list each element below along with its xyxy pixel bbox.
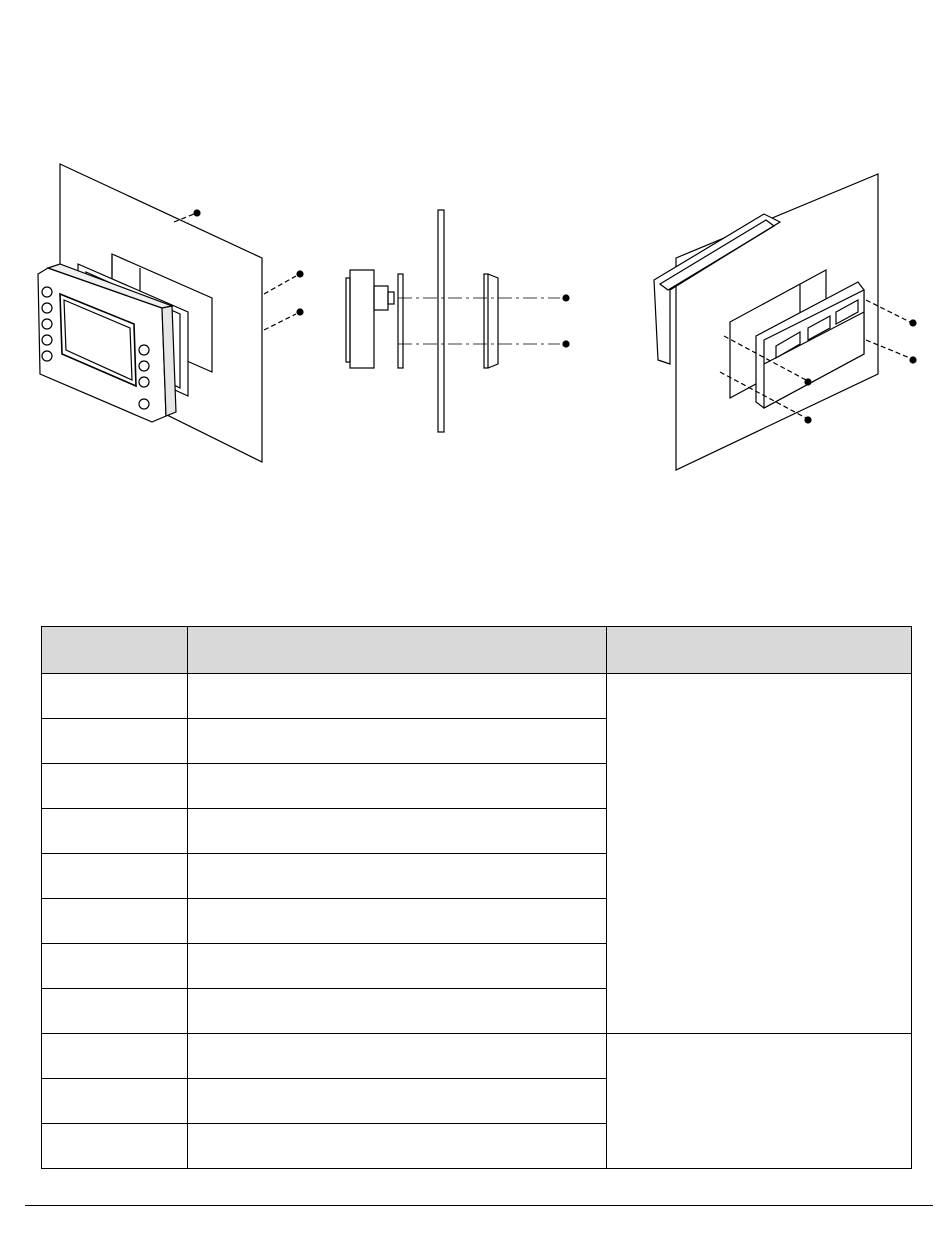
table-cell [42,899,188,944]
table-cell [42,989,188,1034]
group-cell-1 [607,674,912,1034]
table-cell [188,944,607,989]
screw-icon [563,295,569,347]
side-panel [438,210,444,432]
header-cell-2 [188,627,607,674]
group-cell-2 [607,1034,912,1169]
footer-rule [25,1205,933,1206]
table-cell [42,854,188,899]
table-cell [188,989,607,1034]
table-cell [42,1034,188,1079]
table-cell [188,1079,607,1124]
table-cell [188,1034,607,1079]
table-cell [188,809,607,854]
parts-table [41,626,912,1169]
header-cell-3 [607,627,912,674]
table-cell [42,944,188,989]
table-row [42,1034,912,1079]
header-cell-1 [42,627,188,674]
table-cell [188,854,607,899]
table-cell [42,674,188,719]
table-cell [188,674,607,719]
table-cell [188,1124,607,1169]
table-cell [188,764,607,809]
table-cell [42,719,188,764]
table-row [42,674,912,719]
table-cell [188,899,607,944]
side-view [346,210,569,432]
mounting-diagram [0,150,950,490]
table-cell [42,1079,188,1124]
table-cell [188,719,607,764]
rear-view [654,174,916,470]
table-cell [42,764,188,809]
table-header-row [42,627,912,674]
front-view [38,164,303,462]
table-cell [42,1124,188,1169]
table-cell [42,809,188,854]
